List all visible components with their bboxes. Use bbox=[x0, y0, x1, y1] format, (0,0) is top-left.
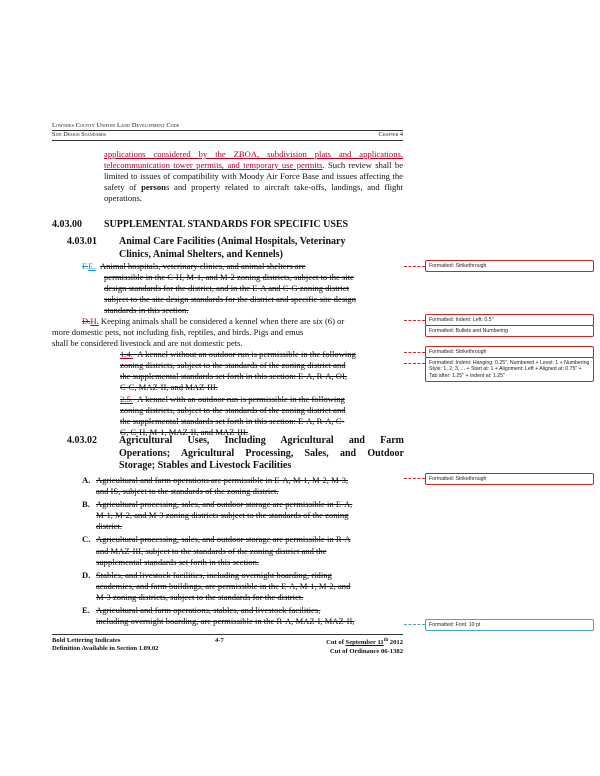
comment-connector bbox=[404, 363, 425, 364]
list-item: D. Stables, and livestock facilities, including overnight boarding, riding academies, and farm buildings, are permissible in the E-A, M-1, M-2, and M-3 zoning districts, subject to the standards for the district. bbox=[82, 569, 351, 602]
subsection-title: Agricultural Uses, Including Agricultural and Farm Operations; Agricultural Processing, Sales, and Outdoor Storage; Stables and Livestock Facilities bbox=[119, 435, 404, 471]
inserted-number: 5. bbox=[126, 394, 133, 404]
comment-connector bbox=[404, 352, 425, 353]
comment-balloon[interactable]: Formatted: Bullets and Numbering bbox=[425, 325, 594, 337]
subsection-number: 4.03.01 bbox=[67, 236, 97, 247]
section-title: SUPPLEMENTAL STANDARDS FOR SPECIFIC USES bbox=[104, 219, 349, 230]
comment-balloon[interactable]: Formatted: Font: 10 pt bbox=[425, 619, 594, 631]
intro-paragraph: applications considered by the ZBOA, subdivision plats and applications, telecommunication tower permits, and temporary use permits. Such review shall be limited to issues of compatibility with Moody Air Force Base and issues affecting the safety of persons and property related to aircraft take-offs, landings, and flight operations. bbox=[104, 149, 404, 204]
comment-balloon[interactable]: Formatted: Strikethrough bbox=[425, 260, 594, 272]
paragraph-animal-hospitals: F.E. Animal hospitals, veterinary clinics, and animal shelters are permissible in the C-H, M-1, and M-2 zoning districts, subject to the site design standards for the district, and in the E-A and C-G zoning district subject to the site design standards for the district and specific site design standards in this section. bbox=[82, 261, 357, 316]
comment-connector bbox=[404, 624, 425, 625]
list-item: A. Agricultural and farm operations are permissible in E-A, M-1, M-2, M-3, and IS, subject to the standards of the zoning district. bbox=[82, 475, 349, 497]
comment-connector bbox=[404, 478, 425, 479]
deleted-label: F. bbox=[82, 261, 89, 271]
list-item-kennel-with-run: 2.5. A kennel with an outdoor run is permissible in the following zoning districts, subject to the standards of the zoning district and the supplemental standards set forth in this section: E-A, R-A, C- G, C-H, M-1, MAZ-II, and MAZ-III. bbox=[120, 394, 346, 438]
subsection-number: 4.03.02 bbox=[67, 435, 97, 446]
inserted-label: E. bbox=[88, 261, 96, 271]
inserted-number: 4. bbox=[126, 349, 133, 359]
list-item: B. Agricultural processing, sales, and outdoor storage are permissible in E-A, M-1, M-2, and M-3 zoning districts subject to the standards of the zoning district. bbox=[82, 499, 353, 532]
footer-right: Cut of September 11th 2012 Cut of Ordinance 06-1382 bbox=[326, 638, 403, 655]
comment-balloon[interactable]: Formatted: Indent: Left: 0.5" bbox=[425, 314, 594, 326]
document-header-title: Lowndes County Unified Land Development Code bbox=[52, 122, 180, 129]
deleted-number: 2. bbox=[120, 394, 127, 404]
subsection-title: Animal Care Facilities (Animal Hospitals, Veterinary Clinics, Animal Shelters, and Kennels) bbox=[119, 236, 346, 260]
header-rule-bottom bbox=[52, 140, 403, 141]
inserted-text: applications considered by the ZBOA, subdivision plats and applications, telecommunication tower permits, and temporary use permits bbox=[104, 149, 403, 171]
definition-term: person bbox=[141, 182, 166, 193]
footer-rule bbox=[52, 634, 403, 635]
comment-connector bbox=[404, 266, 425, 267]
footer-left: Bold Lettering Indicates Definition Available in Section 1.09.02 bbox=[52, 637, 159, 653]
comment-balloon[interactable]: Formatted: Indent: Hanging: 0.25", Numbered + Level: 1 + Numbering Style: 1, 2, 3, ... + Start at: 1 + Alignment: Left + Aligned at: 0.75" + Tab after: 1.25" + Indent at: 1.25" bbox=[425, 357, 594, 382]
list-item: C. Agricultural processing, sales, and outdoor storage are permissible in R-A and MAZ-III, subject to the standards of the zoning district and the supplemental standards set forth in this section. bbox=[82, 534, 351, 567]
deleted-number: 1. bbox=[120, 349, 127, 359]
page-number: 4-7 bbox=[215, 637, 224, 644]
agricultural-items-list bbox=[82, 475, 403, 627]
section-number: 4.03.00 bbox=[52, 219, 82, 230]
paragraph-keeping-animals: D.H. Keeping animals shall be considered a kennel when there are six (6) or more domestic pets, not including fish, reptiles, and birds. Pigs and emus shall be considered livestock and are not domestic pets. bbox=[52, 316, 345, 349]
comment-balloon[interactable]: Formatted: Strikethrough bbox=[425, 473, 594, 485]
list-item-kennel-without-run: 1.4. A kennel without an outdoor run is permissible in the following zoning districts, subject to the standards of the zoning district and the supplemental standards set forth in this section: E-A, R-A, OI, C-C, MAZ-II, and MAZ-III. bbox=[120, 349, 356, 393]
document-header-left: Site Design Standards bbox=[52, 131, 107, 138]
inserted-label: H. bbox=[90, 316, 99, 326]
deleted-label: D. bbox=[82, 316, 91, 326]
document-header-right: Chapter 4 bbox=[378, 131, 403, 138]
list-item: E. Agricultural and farm operations, stables, and livestock facilities, including overnight boarding, are permissible in the R-A, MAZ-I, MAZ-II, bbox=[82, 605, 355, 627]
comment-balloon[interactable]: Formatted: Strikethrough bbox=[425, 346, 594, 358]
comment-connector bbox=[404, 320, 425, 321]
